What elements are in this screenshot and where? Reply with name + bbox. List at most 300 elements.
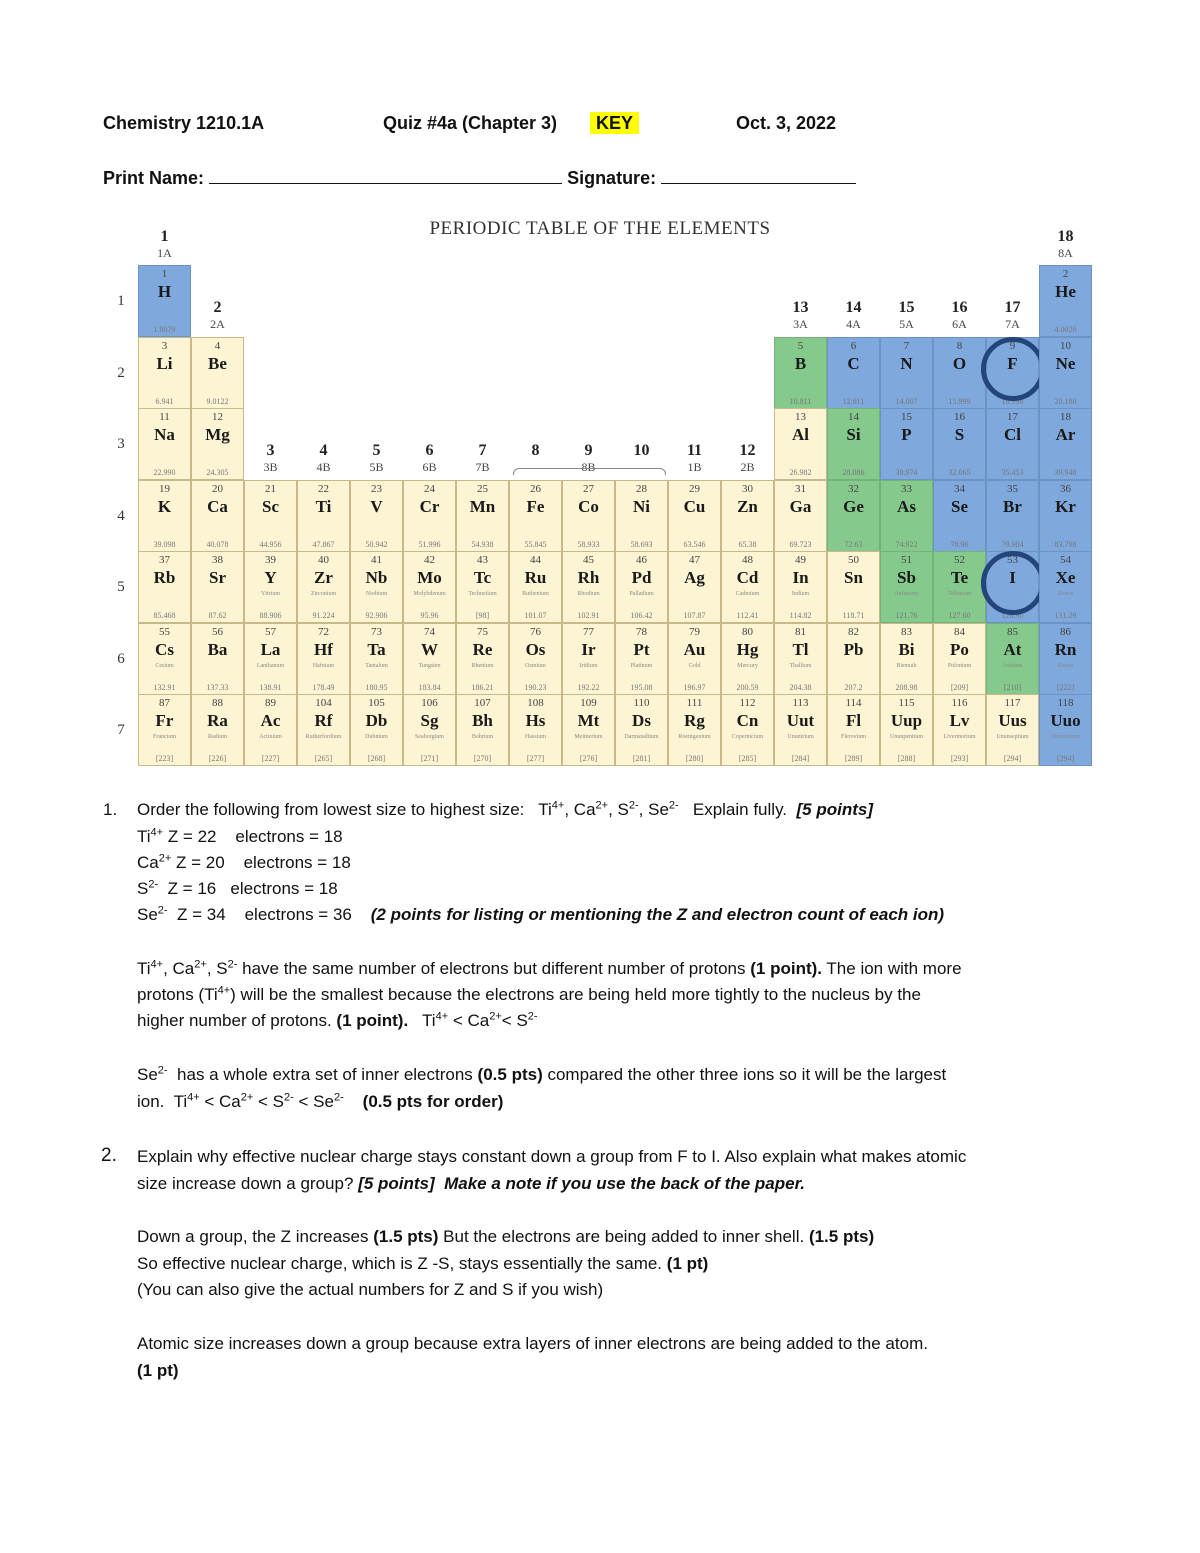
atomic-number: 10 <box>1060 340 1071 352</box>
group-number: 13 <box>792 299 809 316</box>
q1-number: 1. <box>103 800 118 819</box>
atomic-mass: 85.468 <box>153 610 176 620</box>
atomic-mass: 4.0026 <box>1054 324 1077 334</box>
atomic-mass: 63.546 <box>683 539 706 549</box>
atomic-mass: 137.33 <box>206 682 229 692</box>
element-hf <box>297 623 350 695</box>
atomic-number: 27 <box>583 483 594 495</box>
atomic-number: 41 <box>371 554 382 566</box>
atomic-number: 55 <box>159 626 170 638</box>
atomic-number: 49 <box>795 554 806 566</box>
element-name: Ruthenium <box>522 591 549 597</box>
element-symbol: Kr <box>1055 497 1076 516</box>
element-ca <box>191 480 244 552</box>
atomic-mass: 50.942 <box>365 539 388 549</box>
atomic-mass: 58.933 <box>577 539 600 549</box>
atomic-number: 16 <box>954 411 965 423</box>
atomic-number: 37 <box>159 554 170 566</box>
element-name: Lanthanum <box>256 663 285 669</box>
atomic-mass: [209] <box>950 682 969 692</box>
element-name: Rhodium <box>577 591 600 597</box>
element-symbol: Fr <box>155 711 174 730</box>
element-name: Ununoctium <box>1050 734 1081 740</box>
element-name: Livermorium <box>943 734 976 740</box>
element-symbol: Mn <box>469 497 496 516</box>
element-rb <box>138 551 191 623</box>
points: (1 point). <box>750 959 822 978</box>
group-header-12 <box>721 442 774 475</box>
atomic-mass: 190.23 <box>524 682 547 692</box>
element-rf <box>297 694 350 766</box>
q1-row-ti <box>137 824 343 850</box>
element-hg <box>721 623 774 695</box>
ion-se: Se <box>137 1065 158 1084</box>
element-name: Technetium <box>468 591 497 597</box>
atomic-number: 54 <box>1060 554 1071 566</box>
atomic-number: 1 <box>161 268 168 280</box>
element-name: Astatine <box>1002 663 1023 669</box>
element-in <box>774 551 827 623</box>
element-symbol: Ra <box>207 711 228 730</box>
element-name: Tungsten <box>418 663 441 669</box>
atomic-mass: 87.62 <box>208 610 227 620</box>
group-number: 4 <box>319 442 328 459</box>
element-name: Roentgenium <box>678 734 711 740</box>
element-v <box>350 480 403 552</box>
charge: 2+ <box>240 1091 254 1104</box>
atomic-mass: [280] <box>685 753 704 763</box>
atomic-mass: [265] <box>314 753 333 763</box>
q2-answer-line3: (You can also give the actual numbers for Z and S if you wish) <box>137 1280 604 1299</box>
points: (1 pt) <box>666 1254 709 1273</box>
element-symbol: Ta <box>367 640 386 659</box>
element-symbol: Rg <box>684 711 705 730</box>
q1-row-note: (2 points for listing or mentioning the Z and electron count of each ion) <box>370 905 945 924</box>
element-symbol: Ac <box>260 711 281 730</box>
points: (1 point). <box>336 1011 409 1030</box>
element-symbol: N <box>900 354 913 373</box>
atomic-mass: 20.180 <box>1054 396 1077 406</box>
atomic-number: 31 <box>795 483 806 495</box>
element-name: Zirconium <box>310 591 337 597</box>
element-symbol: Ds <box>632 711 651 730</box>
atomic-number: 34 <box>954 483 965 495</box>
atomic-mass: [226] <box>208 753 227 763</box>
charge: 2- <box>227 958 238 971</box>
atomic-mass: 39.098 <box>153 539 176 549</box>
text: has a whole extra set of inner electrons <box>177 1065 473 1084</box>
atomic-mass: 72.63 <box>844 539 863 549</box>
ion-ca: Ca <box>467 1011 490 1030</box>
element-name: Tantalum <box>365 663 388 669</box>
group-number: 6 <box>425 442 434 459</box>
element-pt <box>615 623 668 695</box>
atomic-mass: 196.97 <box>683 682 706 692</box>
group-header-4 <box>297 442 350 475</box>
element-mg <box>191 408 244 480</box>
element-symbol: Cl <box>1004 425 1021 444</box>
periodic-table-title: PERIODIC TABLE OF THE ELEMENTS <box>429 218 771 239</box>
atomic-number: 114 <box>845 697 862 709</box>
element-na <box>138 408 191 480</box>
points: (1.5 pts) <box>808 1227 875 1246</box>
atomic-mass: 26.982 <box>789 467 812 477</box>
atomic-number: 3 <box>161 340 168 352</box>
element-name: Cesium <box>155 663 174 669</box>
q2-prompt-line1: Explain why effective nuclear charge stays constant down a group from F to I. Also explain what makes atomic <box>137 1147 967 1166</box>
atomic-mass: 32.065 <box>948 467 971 477</box>
element-ir <box>562 623 615 695</box>
text: ion. <box>137 1092 165 1111</box>
element-cs <box>138 623 191 695</box>
text: Down a group, the Z increases <box>137 1227 369 1246</box>
atomic-number: 86 <box>1060 626 1071 638</box>
element-symbol: Tl <box>792 640 809 659</box>
element-ti <box>297 480 350 552</box>
element-uuo <box>1039 694 1092 766</box>
ion-s: S <box>272 1092 285 1111</box>
atomic-number: 108 <box>527 697 544 709</box>
element-name: Iridium <box>579 663 598 669</box>
element-name: Actinium <box>259 734 282 740</box>
element-bi <box>880 623 933 695</box>
atomic-mass: 88.906 <box>259 610 282 620</box>
atomic-mass: 95.96 <box>420 610 439 620</box>
q1-prompt: Order the following from lowest size to highest size: <box>137 800 525 819</box>
element-ar <box>1039 408 1092 480</box>
group-number: 14 <box>845 299 862 316</box>
atomic-number: 115 <box>898 697 915 709</box>
group-number: 8 <box>531 442 540 459</box>
element-lv <box>933 694 986 766</box>
element-sr <box>191 551 244 623</box>
group-header-1 <box>138 228 191 261</box>
charge: 2- <box>628 799 639 812</box>
element-k <box>138 480 191 552</box>
group-number: 15 <box>898 299 915 316</box>
element-symbol: He <box>1055 282 1076 301</box>
atomic-mass: 6.941 <box>155 396 174 406</box>
atomic-number: 52 <box>954 554 965 566</box>
atomic-mass: 14.007 <box>895 396 918 406</box>
atomic-mass: 74.922 <box>895 539 918 549</box>
period-label-1: 1 <box>117 293 125 309</box>
atomic-number: 23 <box>371 483 382 495</box>
element-name: Ununpentium <box>890 734 923 740</box>
element-sc <box>244 480 297 552</box>
element-name: Polonium <box>947 663 972 669</box>
atomic-number: 110 <box>633 697 650 709</box>
element-symbol: Ga <box>789 497 812 516</box>
atomic-number: 87 <box>159 697 170 709</box>
atomic-number: 51 <box>901 554 912 566</box>
group-header-3 <box>244 442 297 475</box>
charge: 2- <box>668 799 679 812</box>
group-subtitle: 5A <box>899 317 914 331</box>
charge: 4+ <box>217 984 231 997</box>
atomic-number: 80 <box>742 626 753 638</box>
element-name: Copernicium <box>731 734 764 740</box>
atomic-mass: [276] <box>579 753 598 763</box>
group-number: 12 <box>739 442 756 459</box>
element-pd <box>615 551 668 623</box>
element-be <box>191 337 244 409</box>
group-number: 18 <box>1057 228 1074 245</box>
element-w <box>403 623 456 695</box>
text: compared the other three ions so it will be the largest <box>547 1065 947 1084</box>
quiz-date: Oct. 3, 2022 <box>736 113 837 133</box>
element-symbol: Pb <box>843 640 864 659</box>
atomic-number: 57 <box>265 626 276 638</box>
atomic-number: 75 <box>477 626 488 638</box>
key-label: KEY <box>590 112 639 134</box>
element-cl <box>986 408 1039 480</box>
element-symbol: Ge <box>843 497 864 516</box>
atomic-mass: 12.011 <box>842 396 865 406</box>
atomic-number: 15 <box>901 411 912 423</box>
charge: 2- <box>157 904 168 917</box>
element-symbol: Na <box>154 425 175 444</box>
element-symbol: Re <box>472 640 493 659</box>
group-number: 2 <box>213 299 222 316</box>
element-name: Bohrium <box>471 734 494 740</box>
element-symbol: Ca <box>207 497 228 516</box>
group-header-15 <box>880 299 933 332</box>
q1-para1-line2 <box>137 982 921 1008</box>
atomic-number: 74 <box>424 626 435 638</box>
atomic-number: 109 <box>580 697 597 709</box>
atomic-number: 30 <box>742 483 753 495</box>
group-header-18 <box>1039 228 1092 261</box>
element-symbol: C <box>847 354 860 373</box>
atomic-number: 38 <box>212 554 223 566</box>
atomic-number: 105 <box>368 697 385 709</box>
atomic-mass: 101.07 <box>524 610 547 620</box>
element-name: Osmium <box>525 663 546 669</box>
q1-para1-line3: higher number of protons. (1 point). $Ti^{4+} < Ca^{2+}< S^{2-}$ <box>137 1010 538 1030</box>
atomic-number: 32 <box>848 483 859 495</box>
element-name: Xenon <box>1057 591 1074 597</box>
atomic-number: 53 <box>1007 554 1018 566</box>
signature-label: Signature: <box>567 168 657 188</box>
row-values: Z = 22 electrons = 18 <box>167 827 343 846</box>
element-symbol: Ar <box>1055 425 1076 444</box>
atomic-number: 78 <box>636 626 647 638</box>
element-ta <box>350 623 403 695</box>
atomic-number: 28 <box>636 483 647 495</box>
group-subtitle: 8A <box>1058 246 1073 260</box>
atomic-number: 47 <box>689 554 700 566</box>
atomic-number: 12 <box>212 411 223 423</box>
element-at <box>986 623 1039 695</box>
period-label-4: 4 <box>117 508 125 524</box>
ion-ti: Ti <box>538 800 552 819</box>
atomic-mass: 186.21 <box>471 682 494 692</box>
element-fl <box>827 694 880 766</box>
text: ) will be the smallest because the electrons are being held more tightly to the nucleus by the <box>230 985 921 1004</box>
element-name: Platinum <box>630 663 653 669</box>
charge: 2- <box>284 1091 294 1104</box>
element-ga <box>774 480 827 552</box>
element-symbol: Pt <box>633 640 650 659</box>
element-symbol: In <box>792 568 809 587</box>
atomic-number: 79 <box>689 626 700 638</box>
element-se <box>933 480 986 552</box>
element-symbol: V <box>370 497 383 516</box>
element-ne <box>1039 337 1092 409</box>
element-symbol: Ne <box>1055 354 1076 373</box>
atomic-mass: 121.76 <box>895 610 918 620</box>
group-header-7 <box>456 442 509 475</box>
text: protons (Ti <box>137 985 218 1004</box>
row-values: Z = 20 electrons = 18 <box>176 853 351 872</box>
q2-answer-line4: Atomic size increases down a group because extra layers of inner electrons are being added to the atom. <box>137 1334 928 1353</box>
atomic-mass: 91.224 <box>312 610 335 620</box>
element-symbol: Nb <box>365 568 388 587</box>
ion-ti: Ti <box>137 827 151 846</box>
element-ge <box>827 480 880 552</box>
element-symbol: Fe <box>526 497 545 516</box>
atomic-mass: 54.938 <box>471 539 494 549</box>
element-name: Niobium <box>365 591 388 597</box>
atomic-number: 106 <box>421 697 438 709</box>
atomic-mass: 78.96 <box>950 539 969 549</box>
q2-answer-line1 <box>137 1224 874 1250</box>
element-ru <box>509 551 562 623</box>
atomic-number: 48 <box>742 554 753 566</box>
atomic-mass: 15.999 <box>948 396 971 406</box>
group-subtitle: 3A <box>793 317 808 331</box>
circle-mark-i <box>981 551 1045 615</box>
element-p <box>880 408 933 480</box>
atomic-mass: [277] <box>526 753 545 763</box>
group-subtitle: 4B <box>316 460 331 474</box>
element-mn <box>456 480 509 552</box>
group-subtitle: 4A <box>846 317 861 331</box>
atomic-mass: 102.91 <box>577 610 600 620</box>
atomic-number: 44 <box>530 554 541 566</box>
element-symbol: Ni <box>633 497 650 516</box>
atomic-mass: [284] <box>791 753 810 763</box>
element-symbol: Tc <box>473 568 492 587</box>
element-name: Meitnerium <box>574 734 603 740</box>
atomic-number: 112 <box>739 697 756 709</box>
atomic-number: 104 <box>315 697 332 709</box>
element-o <box>933 337 986 409</box>
element-symbol: Cs <box>155 640 174 659</box>
element-pb <box>827 623 880 695</box>
atomic-number: 111 <box>686 697 703 709</box>
period-label-7: 7 <box>117 722 125 738</box>
element-symbol: Sr <box>209 568 226 587</box>
atomic-number: 72 <box>318 626 329 638</box>
atomic-mass: 9.0122 <box>206 396 229 406</box>
element-symbol: Ba <box>207 640 228 659</box>
atomic-number: 4 <box>214 340 221 352</box>
element-symbol: Sn <box>844 568 863 587</box>
ion-se: Se <box>313 1092 334 1111</box>
element-symbol: Db <box>365 711 388 730</box>
group-subtitle: 6A <box>952 317 967 331</box>
atomic-mass: 204.38 <box>789 682 812 692</box>
element-fe <box>509 480 562 552</box>
atomic-mass: 200.59 <box>736 682 759 692</box>
atomic-number: 26 <box>530 483 541 495</box>
atomic-number: 81 <box>795 626 806 638</box>
element-symbol: K <box>157 497 172 516</box>
element-name: Hafnium <box>312 663 335 669</box>
element-y <box>244 551 297 623</box>
course-title: Chemistry 1210.1A <box>103 113 265 133</box>
element-name: Gold <box>688 663 701 669</box>
element-name: Tellurium <box>947 591 972 597</box>
group-number: 5 <box>372 442 381 459</box>
atomic-mass: 207.2 <box>844 682 863 692</box>
element-name: Yttrium <box>261 591 280 597</box>
element-cd <box>721 551 774 623</box>
element-symbol: Y <box>264 568 277 587</box>
q1-para2-line1 <box>137 1062 946 1088</box>
element-li <box>138 337 191 409</box>
print-name-label: Print Name: <box>103 168 205 188</box>
atomic-mass: 106.42 <box>630 610 653 620</box>
ion-ca: Ca <box>573 800 596 819</box>
atomic-number: 21 <box>265 483 276 495</box>
atomic-number: 56 <box>212 626 223 638</box>
atomic-number: 7 <box>903 340 910 352</box>
element-symbol: Se <box>951 497 968 516</box>
charge: 2+ <box>158 852 172 865</box>
ion-s: S <box>617 800 629 819</box>
element-c <box>827 337 880 409</box>
element-si <box>827 408 880 480</box>
element-cr <box>403 480 456 552</box>
element-symbol: Co <box>578 497 599 516</box>
element-au <box>668 623 721 695</box>
element-co <box>562 480 615 552</box>
atomic-mass: 195.08 <box>630 682 653 692</box>
charge: 2- <box>527 1010 538 1023</box>
element-name: Palladium <box>629 591 654 597</box>
group-number: 1 <box>160 228 169 245</box>
quiz-title: Quiz #4a (Chapter 3) <box>383 113 558 133</box>
atomic-number: 45 <box>583 554 594 566</box>
element-symbol: La <box>260 640 281 659</box>
atomic-mass: [210] <box>1003 682 1022 692</box>
element-symbol: Hf <box>314 640 333 659</box>
element-n <box>880 337 933 409</box>
element-h <box>138 265 191 337</box>
element-symbol: Uut <box>786 711 815 730</box>
element-tl <box>774 623 827 695</box>
element-uut <box>774 694 827 766</box>
atomic-number: 20 <box>212 483 223 495</box>
element-symbol: Ti <box>315 497 332 516</box>
atomic-mass: 180.95 <box>365 682 388 692</box>
atomic-mass: 65.38 <box>738 539 757 549</box>
element-he <box>1039 265 1092 337</box>
atomic-number: 116 <box>951 697 968 709</box>
element-symbol: Uus <box>998 711 1027 730</box>
element-symbol: Hs <box>525 711 546 730</box>
ion-s: S <box>216 959 228 978</box>
atomic-number: 13 <box>795 411 806 423</box>
element-as <box>880 480 933 552</box>
element-symbol: Cd <box>736 568 759 587</box>
row-values: Z = 34 electrons = 36 <box>177 905 352 924</box>
atomic-number: 6 <box>850 340 857 352</box>
atomic-mass: [227] <box>261 753 280 763</box>
